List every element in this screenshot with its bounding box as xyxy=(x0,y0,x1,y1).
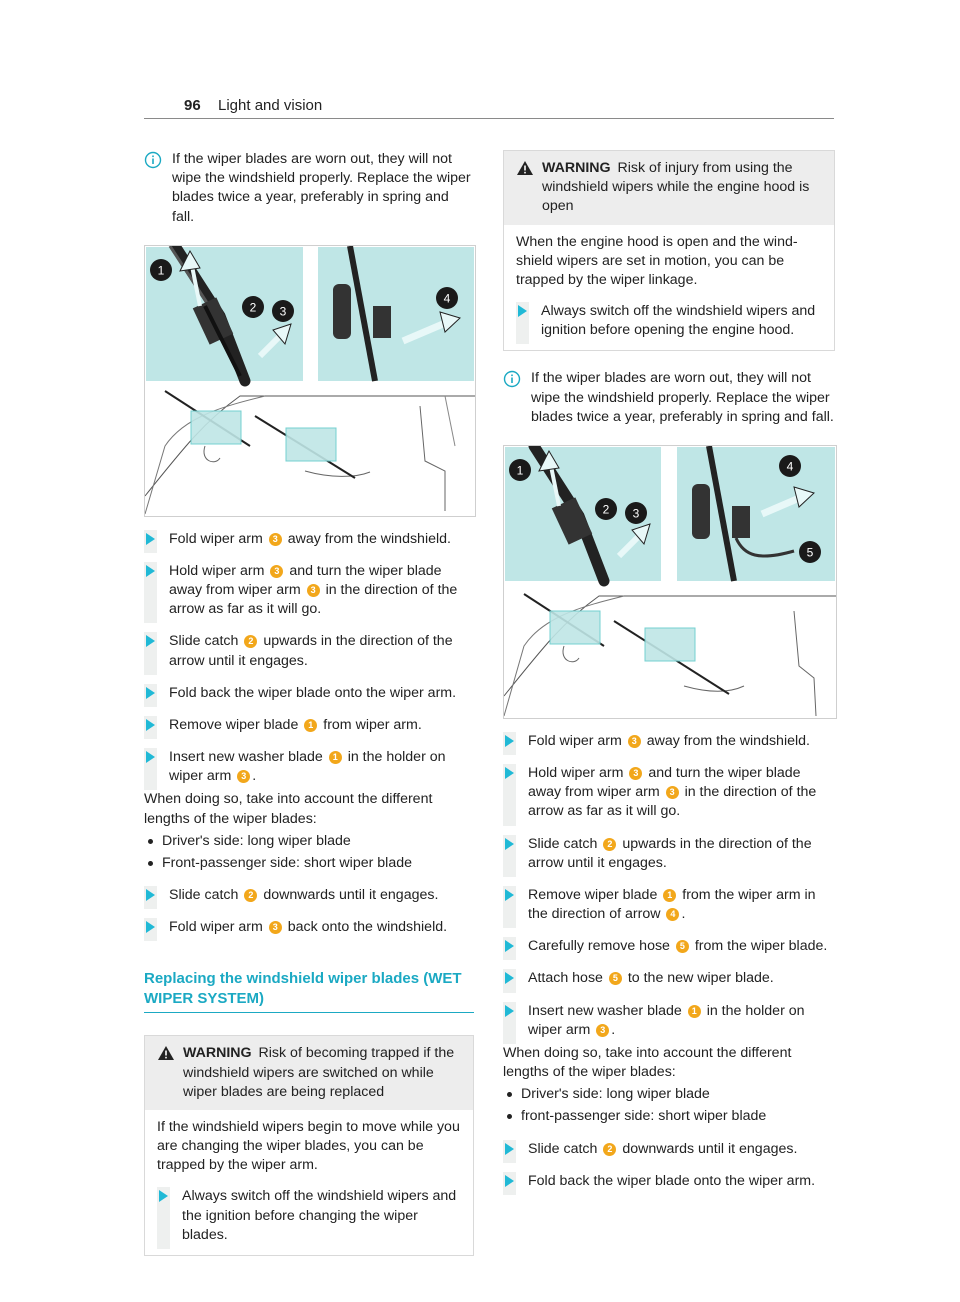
play-arrow-icon xyxy=(144,748,157,790)
step-hold-arm: Hold wiper arm 3 and turn the wiper blade away from wiper arm 3 in the direction of the arrow as far as it will go. xyxy=(144,562,474,620)
warning-box xyxy=(503,150,835,351)
step-remove-blade: Remove wiper blade 1 from wiper arm. xyxy=(144,716,474,735)
step-remove-blade: Remove wiper blade 1 from the wiper arm in the direction of arrow 4 . xyxy=(503,886,835,924)
step-slide-catch: Slide catch 2 upwards in the direction of the arrow until it engages. xyxy=(144,632,474,670)
callout-1 xyxy=(150,259,172,281)
play-arrow-icon xyxy=(503,835,516,877)
step-insert-blade: Insert new washer blade 1 in the holder on wiper arm 3 . xyxy=(144,748,474,786)
step-fold-arm: Fold wiper arm 3 away from the windshield. xyxy=(503,732,835,751)
svg-text:2: 2 xyxy=(602,502,610,517)
play-arrow-icon xyxy=(503,969,516,992)
info-icon xyxy=(503,370,521,388)
step-hold-arm: Hold wiper arm 3 and turn the wiper blade away from wiper arm 3 in the direction of the arrow as far as it will go. xyxy=(503,764,835,822)
warning-header: WARNING Risk of becoming trapped if the windshield wipers are switched on while wiper blades are being replaced xyxy=(145,1036,473,1110)
info-icon xyxy=(144,151,162,169)
wiper-drawing xyxy=(145,246,475,516)
page-header xyxy=(144,92,834,119)
step-fold-onto: Fold wiper arm 3 back onto the windshield. xyxy=(144,918,474,937)
svg-text:5: 5 xyxy=(806,545,814,560)
callout-4 xyxy=(779,455,801,477)
play-arrow-icon xyxy=(516,302,529,344)
warning-header: WARNING Risk of injury from using the windshield wipers while the engine hood is open xyxy=(504,151,834,225)
callout-2 xyxy=(595,498,617,520)
callout-5 xyxy=(799,541,821,563)
right-column xyxy=(503,150,835,1191)
warning-body: When the engine hood is open and the wind-shield wipers are set in motion, you can be trapped by the wiper linkage. Always switch off the windshield wipers and ignition before opening the engine hood. xyxy=(504,225,834,351)
step-slide-catch: Slide catch 2 upwards in the direction of the arrow until it engages. xyxy=(503,835,835,873)
wiper-drawing xyxy=(504,446,836,718)
svg-text:1: 1 xyxy=(516,463,524,478)
play-arrow-icon xyxy=(144,632,157,674)
note-text: If the wiper blades are worn out, they will not wipe the windshield properly. Replace the wiper blades twice a year, preferably in spring and fall. xyxy=(172,151,471,225)
note-text: If the wiper blades are worn out, they will not wipe the windshield properly. Replace the wiper blades twice a year, preferably in spring and fall. xyxy=(531,370,834,425)
when-text: When doing so, take into account the different lengths of the wiper blades: xyxy=(144,791,433,827)
when-text: When doing so, take into account the different lengths of the wiper blades: xyxy=(503,1044,792,1081)
section-heading: Replacing the windshield wiper blades (WET WIPER SYSTEM) xyxy=(144,969,474,1013)
play-arrow-icon xyxy=(503,1140,516,1163)
play-arrow-icon xyxy=(144,716,157,739)
svg-text:3: 3 xyxy=(632,506,640,521)
play-arrow-icon xyxy=(144,562,157,624)
left-column xyxy=(144,150,474,1256)
play-arrow-icon xyxy=(503,1172,516,1195)
svg-text:1: 1 xyxy=(157,263,165,278)
step-fold-back: Fold back the wiper blade onto the wiper arm. xyxy=(503,1172,835,1191)
play-arrow-icon xyxy=(144,918,157,941)
step-slide-down: Slide catch 2 downwards until it engages. xyxy=(144,886,474,905)
info-note xyxy=(503,369,835,427)
svg-text:3: 3 xyxy=(279,304,287,319)
warning-triangle-icon xyxy=(516,160,534,176)
bullet-item: Front-passenger side: short wiper blade xyxy=(144,854,474,873)
warning-box xyxy=(144,1035,474,1256)
callout-3 xyxy=(272,300,294,322)
callout-2 xyxy=(242,296,264,318)
warning-body: If the windshield wipers begin to move while you are changing the wiper blades, you can be trapped by the wiper arm. Always switch off the windshield wipers and the ignition before changing the wiper blades. xyxy=(145,1110,473,1255)
svg-text:4: 4 xyxy=(786,459,794,474)
warning-triangle-icon xyxy=(157,1045,175,1061)
play-arrow-icon xyxy=(503,886,516,928)
warning-action: Always switch off the windshield wipers and ignition before opening the engine hood. xyxy=(516,302,822,340)
step-insert-blade: Insert new washer blade 1 in the holder on wiper arm 3 . xyxy=(503,1002,835,1040)
play-arrow-icon xyxy=(503,1002,516,1044)
play-arrow-icon xyxy=(144,530,157,553)
play-arrow-icon xyxy=(503,937,516,960)
bullet-item: front-passenger side: short wiper blade xyxy=(503,1107,835,1126)
svg-text:2: 2 xyxy=(249,300,257,315)
section-title: Light and vision xyxy=(218,97,323,114)
bullet-item: Driver's side: long wiper blade xyxy=(144,832,474,851)
step-slide-down: Slide catch 2 downwards until it engages. xyxy=(503,1140,835,1159)
info-note xyxy=(144,150,474,227)
callout-3 xyxy=(625,502,647,524)
svg-text:4: 4 xyxy=(443,291,451,306)
play-arrow-icon xyxy=(503,764,516,826)
play-arrow-icon xyxy=(503,732,516,755)
step-fold-arm: Fold wiper arm 3 away from the windshield. xyxy=(144,530,474,549)
callout-4 xyxy=(436,287,458,309)
step-attach-hose: Attach hose 5 to the new wiper blade. xyxy=(503,969,835,988)
warning-action: Always switch off the windshield wipers and the ignition before changing the wiper blades. xyxy=(157,1187,461,1245)
bullet-item: Driver's side: long wiper blade xyxy=(503,1085,835,1104)
play-arrow-icon xyxy=(157,1187,170,1249)
play-arrow-icon xyxy=(144,684,157,707)
wiper-illustration-left xyxy=(144,245,476,517)
play-arrow-icon xyxy=(144,886,157,909)
step-fold-back: Fold back the wiper blade onto the wiper arm. xyxy=(144,684,474,703)
step-remove-hose: Carefully remove hose 5 from the wiper blade. xyxy=(503,937,835,956)
page-number: 96 xyxy=(184,97,201,114)
callout-1 xyxy=(509,459,531,481)
wiper-illustration-right xyxy=(503,445,837,719)
